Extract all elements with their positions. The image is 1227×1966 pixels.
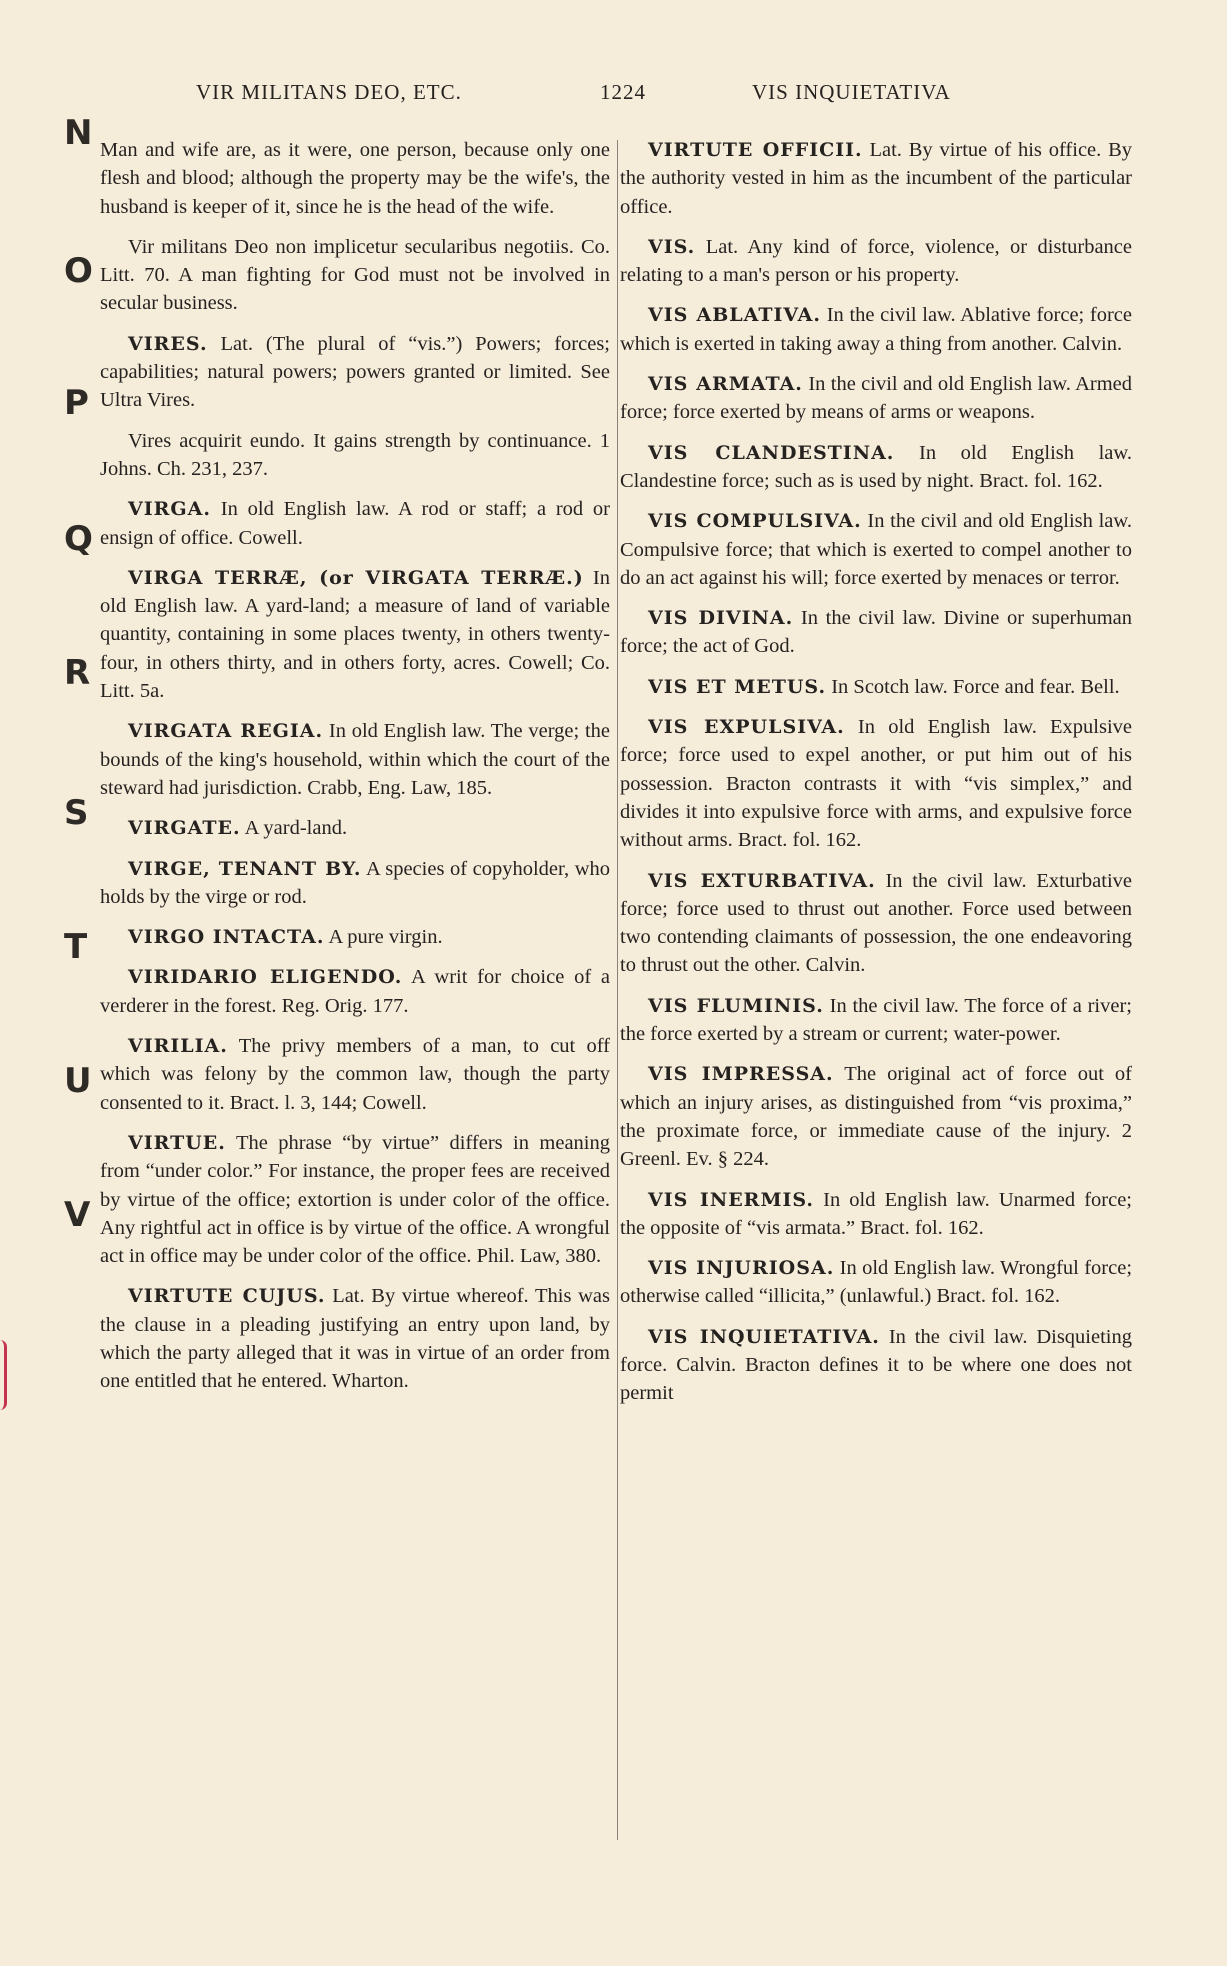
- thumb-index-letter[interactable]: S: [64, 793, 89, 833]
- entry-definition: The phrase “by virtue” differs in meaning from “under color.” For instance, the proper fees are received by virtue of the office; extortion is under color of the office. Any rightful act in office is by virtue of the office. A wrongful act in office may be under color of the office. Phil. Law, 380.: [100, 1131, 610, 1268]
- entry-headword: VIRTUTE CUJUS.: [128, 1285, 326, 1308]
- dictionary-entry: [100, 1282, 610, 1395]
- dictionary-entry: [100, 717, 610, 802]
- entry-headword: VIS COMPULSIVA.: [648, 510, 862, 533]
- dictionary-entry: [100, 855, 610, 912]
- thumb-index-letter[interactable]: U: [64, 1061, 92, 1101]
- entry-definition: The original act of force out of which an injury arises, as distinguished from “vis proxima,” the proximate force, or immediate cause of the injury. 2 Greenl. Ev. § 224.: [620, 1063, 1132, 1171]
- entry-definition: In the civil law. Exturbative force; force used to thrust out another. Force used between two contending claimants of possession, the one endeavoring to thrust out the other. Calvin.: [620, 869, 1132, 977]
- dictionary-entry: [620, 301, 1132, 358]
- dictionary-entry: [620, 867, 1132, 980]
- entry-headword: VIRGATA REGIA.: [128, 720, 324, 743]
- running-header: [0, 80, 1227, 110]
- dictionary-entry: [100, 427, 610, 484]
- entry-definition: In old English law. The verge; the bounds of the king's household, within which the court of the steward had jurisdiction. Crabb, Eng. Law, 185.: [100, 720, 610, 799]
- thumb-index-letter[interactable]: R: [64, 653, 91, 693]
- dictionary-entry: [100, 923, 610, 951]
- entry-definition: A writ for choice of a verderer in the forest. Reg. Orig. 177.: [100, 966, 610, 1017]
- right-column: [620, 136, 1132, 1420]
- left-column: [100, 136, 610, 1408]
- page-number: 1224: [600, 80, 646, 104]
- page-edge-mark: [0, 1340, 7, 1410]
- entry-definition: Vires acquirit eundo. It gains strength by continuance. 1 Johns. Ch. 231, 237.: [100, 429, 610, 480]
- entry-definition: In old English law. Wrongful force; otherwise called “illicita,” (unlawful.) Bract. fol. 162.: [620, 1257, 1133, 1308]
- dictionary-entry: [100, 963, 610, 1020]
- thumb-index-letter[interactable]: Q: [64, 519, 93, 559]
- entry-headword: VIS.: [648, 235, 696, 258]
- dictionary-entry: [620, 1323, 1132, 1408]
- entry-headword: VIRGA TERRÆ, (or VIRGATA TERRÆ.): [128, 566, 584, 589]
- entry-definition: In the civil law. Divine or superhuman force; the act of God.: [620, 607, 1132, 658]
- dictionary-entry: [620, 673, 1132, 701]
- dictionary-entry: [620, 136, 1132, 221]
- thumb-index-letter[interactable]: P: [64, 383, 89, 423]
- entry-headword: VIS EXPULSIVA.: [648, 716, 845, 739]
- entry-headword: VIRES.: [128, 332, 208, 355]
- entry-definition: Man and wife are, as it were, one person, because only one flesh and blood; although the property may be the wife's, the husband is keeper of it, since he is the head of the wife.: [100, 139, 610, 218]
- dictionary-entry: [620, 1186, 1132, 1243]
- entry-headword: VIRIDARIO ELIGENDO.: [128, 966, 403, 989]
- entry-headword: VIRGO INTACTA.: [128, 926, 325, 949]
- entry-headword: VIRILIA.: [128, 1035, 228, 1058]
- dictionary-entry: [620, 992, 1132, 1049]
- thumb-index-letter[interactable]: V: [64, 1195, 91, 1235]
- entry-headword: VIS EXTURBATIVA.: [648, 869, 876, 892]
- dictionary-entry: [100, 1032, 610, 1117]
- entry-headword: VIS INJURIOSA.: [648, 1257, 835, 1280]
- thumb-index-letter[interactable]: O: [64, 251, 93, 291]
- entry-headword: VIRGA.: [128, 498, 212, 521]
- entry-headword: VIS CLANDESTINA.: [648, 441, 895, 464]
- entry-headword: VIS ARMATA.: [648, 373, 803, 396]
- entry-definition: A species of copyholder, who holds by the virge or rod.: [100, 857, 611, 908]
- header-left-guide-word: VIR MILITANS DEO, ETC.: [196, 80, 462, 104]
- entry-definition: In old English law. A rod or staff; a rod or ensign of office. Cowell.: [100, 498, 611, 549]
- dictionary-entry: [620, 507, 1132, 592]
- dictionary-entry: [620, 604, 1132, 661]
- entry-definition: In the civil law. The force of a river; the force exerted by a stream or current; water-power.: [620, 994, 1132, 1046]
- dictionary-entry: [620, 233, 1132, 290]
- entry-definition: In Scotch law. Force and fear. Bell.: [831, 675, 1120, 698]
- thumb-index-letter[interactable]: T: [64, 927, 88, 967]
- entry-definition: In the civil and old English law. Armed force; force exerted by means of arms or weapons.: [620, 373, 1133, 424]
- dictionary-entry: [620, 713, 1132, 854]
- column-divider: [617, 140, 618, 1840]
- dictionary-entry: [100, 233, 610, 318]
- entry-definition: Lat. Any kind of force, violence, or disturbance relating to a man's person or his property.: [620, 235, 1133, 287]
- entry-headword: VIS FLUMINIS.: [648, 994, 824, 1017]
- entry-headword: VIS ET METUS.: [648, 675, 827, 698]
- entry-definition: In the civil law. Ablative force; force which is exerted in taking away a thing from another. Calvin.: [620, 304, 1133, 355]
- dictionary-entry: [100, 330, 610, 415]
- entry-definition: Lat. By virtue whereof. This was the clause in a pleading justifying an entry upon land, by which the party alleged that it was in virtue of an order from one entitled that he entered. Wharton.: [100, 1285, 610, 1393]
- entry-headword: VIRTUE.: [128, 1131, 226, 1154]
- entry-headword: VIS INQUIETATIVA.: [648, 1325, 880, 1348]
- entry-definition: Vir militans Deo non implicetur secularibus negotiis. Co. Litt. 70. A man fighting for God must not be involved in secular business.: [100, 235, 610, 315]
- entry-definition: In old English law. Unarmed force; the opposite of “vis armata.” Bract. fol. 162.: [620, 1188, 1132, 1239]
- entry-headword: VIRGATE.: [128, 817, 241, 840]
- entry-definition: In old English law. Expulsive force; force used to expel another, or put him out of his possession. Bracton contrasts it with “vis simplex,” and divides it into expulsive force with arms, and expulsive force without arms. Bract. fol. 162.: [620, 716, 1133, 852]
- dictionary-entry: [620, 439, 1132, 496]
- entry-headword: VIS IMPRESSA.: [648, 1063, 834, 1086]
- header-right-guide-word: VIS INQUIETATIVA: [752, 80, 951, 104]
- thumb-index-letter[interactable]: N: [64, 113, 93, 153]
- dictionary-entry: [620, 1060, 1132, 1173]
- entry-definition: In old English law. A yard-land; a measure of land of variable quantity, containing in some places twenty, in others twenty-four, in others thirty, and in others forty, acres. Cowell; Co. Litt. 5a.: [100, 566, 610, 703]
- entry-definition: Lat. (The plural of “vis.”) Powers; forces; capabilities; natural powers; powers granted or limited. See Ultra Vires.: [100, 332, 611, 412]
- dictionary-entry: [100, 814, 610, 842]
- entry-headword: VIS INERMIS.: [648, 1188, 815, 1211]
- dictionary-entry: [620, 1254, 1132, 1311]
- dictionary-entry: [100, 495, 610, 552]
- entry-headword: VIRGE, TENANT BY.: [128, 857, 362, 880]
- dictionary-entry: [100, 1129, 610, 1270]
- entry-definition: The privy members of a man, to cut off which was felony by the common law, though the party consented to it. Bract. l. 3, 144; Cowell.: [100, 1035, 610, 1114]
- entry-definition: In old English law. Clandestine force; such as is used by night. Bract. fol. 162.: [620, 441, 1132, 492]
- entry-definition: Lat. By virtue of his office. By the authority vested in him as the incumbent of the particular office.: [620, 139, 1132, 218]
- entry-definition: A pure virgin.: [328, 926, 443, 949]
- dictionary-entry: [100, 564, 610, 705]
- entry-definition: In the civil and old English law. Compulsive force; that which is exerted to compel another to do an act against his will; force exerted by menaces or terror.: [620, 510, 1132, 589]
- entry-headword: VIRTUTE OFFICII.: [648, 139, 863, 161]
- entry-definition: A yard-land.: [244, 817, 348, 840]
- entry-headword: VIS DIVINA.: [648, 607, 794, 630]
- dictionary-entry: [100, 136, 610, 221]
- entry-definition: In the civil law. Disquieting force. Calvin. Bracton defines it to be where one does not permit: [620, 1325, 1132, 1405]
- entry-headword: VIS ABLATIVA.: [648, 304, 822, 327]
- dictionary-entry: [620, 370, 1132, 427]
